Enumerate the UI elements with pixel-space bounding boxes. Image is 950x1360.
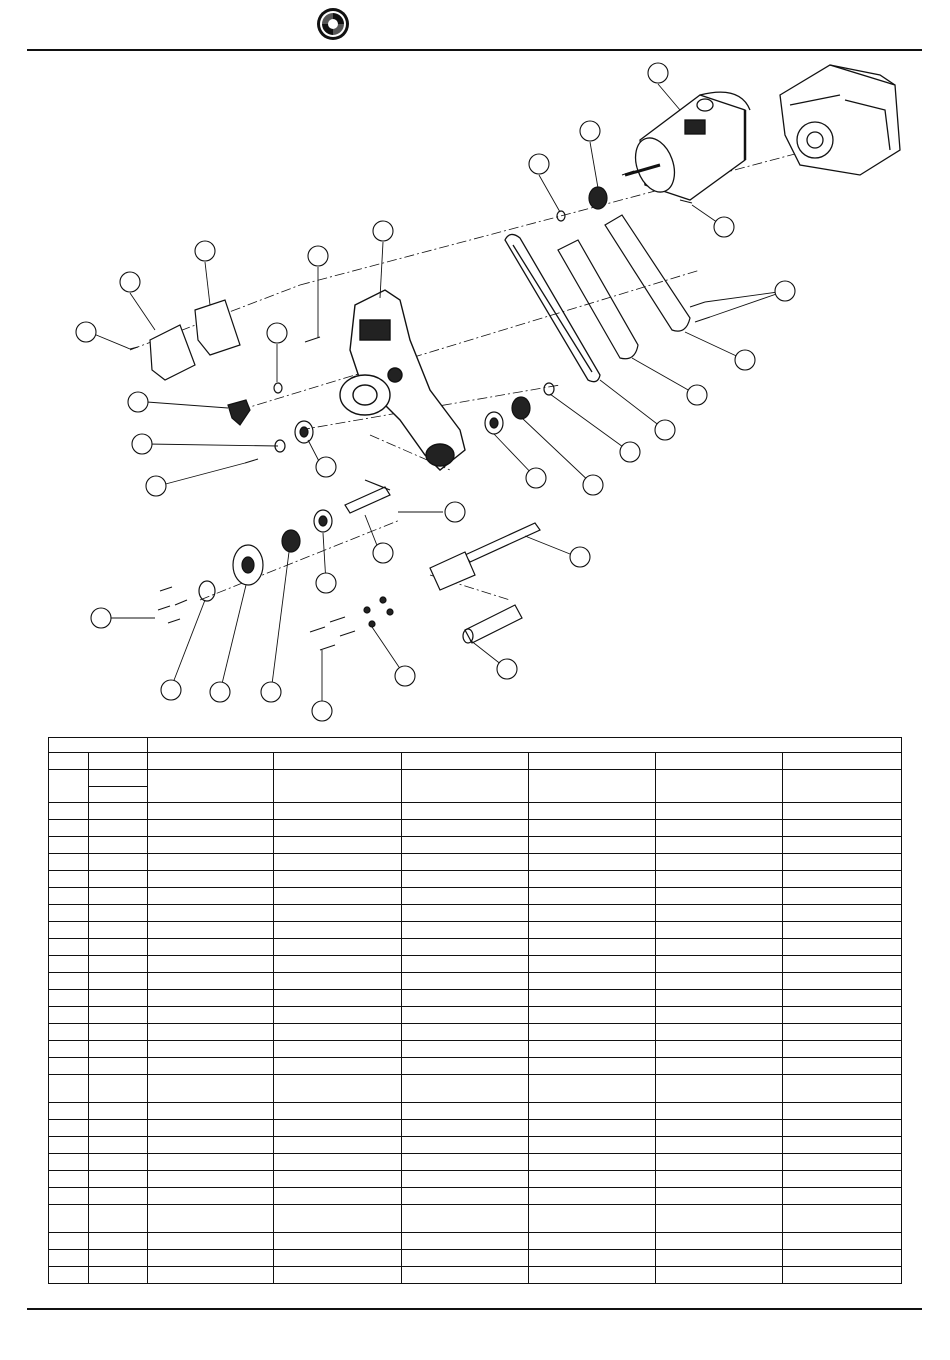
table-cell: [89, 837, 148, 854]
table-cell: [148, 888, 274, 905]
table-cell: [49, 905, 89, 922]
table-cell: [402, 1024, 529, 1041]
motor: [625, 92, 750, 200]
table-row: [49, 770, 902, 787]
table-cell: [148, 1154, 274, 1171]
nuts: [364, 597, 393, 627]
table-row: [49, 1058, 902, 1075]
table-cell: [529, 905, 656, 922]
table-cell: [529, 1103, 656, 1120]
table-cell: [783, 1103, 902, 1120]
table-cell: [529, 770, 656, 803]
table-cell: [783, 837, 902, 854]
cover-plate-right: [195, 300, 240, 355]
table-cell: [148, 1171, 274, 1188]
table-cell: [274, 1137, 402, 1154]
table-cell: [148, 1137, 274, 1154]
table-cell: [529, 888, 656, 905]
table-cell: [89, 1154, 148, 1171]
table-cell: [656, 1103, 783, 1120]
table-cell: [49, 770, 89, 803]
table-cell: [529, 1041, 656, 1058]
table-cell: [529, 1007, 656, 1024]
table-cell: [783, 1024, 902, 1041]
table-cell: [89, 1058, 148, 1075]
spiral-logo-icon: [316, 7, 350, 41]
table-cell: [656, 1075, 783, 1103]
table-cell: [783, 1137, 902, 1154]
table-cell: [783, 1120, 902, 1137]
table-cell: [656, 1154, 783, 1171]
table-cell: [49, 871, 89, 888]
table-cell: [274, 854, 402, 871]
table-row: [49, 1075, 902, 1103]
table-cell: [402, 956, 529, 973]
table-row: [49, 1007, 902, 1024]
table-cell: [49, 939, 89, 956]
table-cell: [402, 990, 529, 1007]
table-cell: [402, 1041, 529, 1058]
table-cell: [274, 1103, 402, 1120]
table-cell: [402, 1188, 529, 1205]
table-cell: [148, 1103, 274, 1120]
table-cell: [49, 990, 89, 1007]
table-cell: [89, 820, 148, 837]
footer-rule: [27, 1308, 922, 1310]
table-cell: [656, 922, 783, 939]
table-cell: [274, 956, 402, 973]
table-cell: [49, 1171, 89, 1188]
table-cell: [529, 837, 656, 854]
exploded-parts-diagram: [0, 52, 950, 732]
table-cell: [656, 1120, 783, 1137]
table-cell: [49, 1120, 89, 1137]
belt: [505, 234, 600, 381]
table-cell: [148, 1120, 274, 1137]
table-cell: [274, 871, 402, 888]
table-cell: [89, 990, 148, 1007]
table-cell: [49, 803, 89, 820]
table-cell: [529, 1233, 656, 1250]
table-row: [49, 1103, 902, 1120]
table-cell: [656, 1250, 783, 1267]
table-cell: [402, 1075, 529, 1103]
table-row: [49, 922, 902, 939]
table-cell: [49, 1154, 89, 1171]
table-cell: [402, 837, 529, 854]
table-cell: [402, 803, 529, 820]
table-cell: [656, 770, 783, 803]
table-cell: [148, 820, 274, 837]
table-cell: [656, 753, 783, 770]
table-cell: [656, 1024, 783, 1041]
table-cell: [783, 770, 902, 803]
gearbox: [780, 65, 900, 175]
table-cell: [402, 1267, 529, 1284]
table-cell: [783, 1154, 902, 1171]
table-cell: [49, 1024, 89, 1041]
table-cell: [529, 1075, 656, 1103]
table-cell: [148, 1205, 274, 1233]
table-cell: [49, 922, 89, 939]
table-cell: [529, 1154, 656, 1171]
pulley-housing: [340, 290, 465, 470]
table-cell: [89, 753, 148, 770]
table-row: [49, 1154, 902, 1171]
table-cell: [49, 1188, 89, 1205]
table-cell: [783, 1250, 902, 1267]
table-row: [49, 854, 902, 871]
table-cell: [274, 1171, 402, 1188]
table-cell: [274, 1041, 402, 1058]
table-cell: [49, 1103, 89, 1120]
table-cell: [274, 939, 402, 956]
shaft: [345, 480, 390, 513]
table-cell: [49, 1058, 89, 1075]
table-cell: [89, 1267, 148, 1284]
table-cell: [274, 1188, 402, 1205]
table-cell: [148, 956, 274, 973]
table-cell: [49, 753, 89, 770]
table-cell: [402, 1103, 529, 1120]
table-cell: [148, 939, 274, 956]
table-cell: [274, 922, 402, 939]
table-cell: [274, 753, 402, 770]
table-cell: [656, 803, 783, 820]
table-cell: [402, 1120, 529, 1137]
table-cell: [402, 1137, 529, 1154]
table-cell: [783, 1171, 902, 1188]
table-row: [49, 990, 902, 1007]
table-cell: [49, 1205, 89, 1233]
table-row: [49, 973, 902, 990]
table-cell: [529, 854, 656, 871]
table-cell: [783, 939, 902, 956]
table-cell: [274, 973, 402, 990]
table-cell: [529, 939, 656, 956]
table-cell: [402, 854, 529, 871]
table-cell: [49, 973, 89, 990]
table-cell: [783, 871, 902, 888]
table-cell: [656, 1205, 783, 1233]
table-row: [49, 1267, 902, 1284]
table-cell: [89, 922, 148, 939]
table-cell: [274, 1154, 402, 1171]
table-cell: [783, 956, 902, 973]
table-cell: [148, 738, 902, 753]
table-cell: [656, 854, 783, 871]
table-row: [49, 1024, 902, 1041]
table-cell: [656, 956, 783, 973]
table-cell: [274, 1267, 402, 1284]
table-cell: [402, 753, 529, 770]
table-row: [49, 738, 902, 753]
table-cell: [529, 1205, 656, 1233]
table-cell: [656, 1041, 783, 1058]
table-cell: [148, 1188, 274, 1205]
table-cell: [783, 854, 902, 871]
table-cell: [49, 738, 148, 753]
table-cell: [274, 1250, 402, 1267]
table-cell: [274, 1120, 402, 1137]
table-cell: [274, 888, 402, 905]
table-cell: [89, 1250, 148, 1267]
table-cell: [274, 1058, 402, 1075]
centre-lines: [130, 150, 810, 600]
table-cell: [529, 1171, 656, 1188]
table-cell: [656, 1171, 783, 1188]
table-cell: [148, 1233, 274, 1250]
table-cell: [783, 1205, 902, 1233]
belt-guard-right: [605, 215, 690, 331]
table-cell: [402, 770, 529, 803]
table-cell: [529, 1250, 656, 1267]
table-cell: [148, 854, 274, 871]
table-cell: [274, 770, 402, 803]
table-cell: [783, 1075, 902, 1103]
table-cell: [274, 837, 402, 854]
handle-rod: [430, 523, 540, 590]
table-cell: [274, 1024, 402, 1041]
table-row: [49, 1171, 902, 1188]
table-cell: [89, 888, 148, 905]
table-cell: [89, 787, 148, 803]
table-cell: [656, 1188, 783, 1205]
table-cell: [274, 905, 402, 922]
table-row: [49, 1188, 902, 1205]
table-cell: [783, 922, 902, 939]
table-cell: [783, 1041, 902, 1058]
table-cell: [148, 753, 274, 770]
table-cell: [529, 922, 656, 939]
table-row: [49, 888, 902, 905]
table-cell: [783, 973, 902, 990]
table-cell: [89, 1007, 148, 1024]
table-cell: [656, 1007, 783, 1024]
table-cell: [529, 1188, 656, 1205]
table-cell: [148, 905, 274, 922]
table-cell: [529, 1137, 656, 1154]
table-cell: [89, 1075, 148, 1103]
table-cell: [148, 922, 274, 939]
table-row: [49, 956, 902, 973]
table-cell: [89, 1103, 148, 1120]
table-cell: [402, 888, 529, 905]
table-cell: [402, 922, 529, 939]
table-cell: [89, 1233, 148, 1250]
table-cell: [402, 871, 529, 888]
table-cell: [402, 905, 529, 922]
table-cell: [783, 1007, 902, 1024]
table-cell: [148, 1250, 274, 1267]
table-cell: [402, 1007, 529, 1024]
table-cell: [529, 1120, 656, 1137]
table-cell: [783, 753, 902, 770]
table-cell: [49, 1267, 89, 1284]
cover-plate-left: [150, 325, 195, 380]
table-cell: [148, 837, 274, 854]
table-cell: [656, 990, 783, 1007]
table-cell: [402, 1250, 529, 1267]
wing-knob: [228, 400, 250, 425]
table-cell: [529, 956, 656, 973]
table-cell: [89, 1137, 148, 1154]
table-cell: [89, 956, 148, 973]
table-cell: [274, 990, 402, 1007]
table-cell: [529, 973, 656, 990]
table-cell: [89, 1188, 148, 1205]
table-cell: [274, 803, 402, 820]
table-row: [49, 905, 902, 922]
table-cell: [89, 803, 148, 820]
table-cell: [274, 1233, 402, 1250]
table-cell: [656, 1137, 783, 1154]
table-cell: [783, 1267, 902, 1284]
table-cell: [89, 1171, 148, 1188]
table-cell: [49, 1075, 89, 1103]
table-cell: [148, 1058, 274, 1075]
table-row: [49, 1137, 902, 1154]
table-cell: [402, 1154, 529, 1171]
table-cell: [148, 1024, 274, 1041]
table-cell: [656, 939, 783, 956]
table-cell: [89, 871, 148, 888]
table-cell: [783, 1233, 902, 1250]
table-cell: [783, 820, 902, 837]
table-cell: [148, 973, 274, 990]
table-cell: [529, 1024, 656, 1041]
table-row: [49, 753, 902, 770]
table-row: [49, 837, 902, 854]
table-row: [49, 1233, 902, 1250]
table-cell: [89, 973, 148, 990]
table-cell: [49, 1007, 89, 1024]
table-cell: [89, 1205, 148, 1233]
table-cell: [49, 837, 89, 854]
table-cell: [783, 905, 902, 922]
header-rule: [27, 49, 922, 51]
table-cell: [89, 1024, 148, 1041]
table-cell: [49, 820, 89, 837]
table-cell: [402, 973, 529, 990]
table-cell: [148, 1267, 274, 1284]
table-cell: [529, 820, 656, 837]
table-cell: [148, 871, 274, 888]
table-row: [49, 1041, 902, 1058]
table-cell: [656, 905, 783, 922]
parts-table: [48, 737, 902, 1284]
table-cell: [656, 1233, 783, 1250]
table-row: [49, 803, 902, 820]
table-cell: [89, 1041, 148, 1058]
table-cell: [49, 956, 89, 973]
table-cell: [49, 1137, 89, 1154]
table-cell: [529, 871, 656, 888]
table-cell: [402, 939, 529, 956]
table-cell: [148, 770, 274, 803]
table-cell: [148, 1075, 274, 1103]
table-cell: [402, 1171, 529, 1188]
table-row: [49, 1205, 902, 1233]
table-cell: [783, 1188, 902, 1205]
table-cell: [529, 1058, 656, 1075]
table-cell: [274, 1205, 402, 1233]
flange: [233, 545, 263, 585]
table-cell: [529, 990, 656, 1007]
table-cell: [89, 854, 148, 871]
table-cell: [49, 888, 89, 905]
table-cell: [148, 803, 274, 820]
table-cell: [656, 888, 783, 905]
table-cell: [274, 1075, 402, 1103]
table-row: [49, 1250, 902, 1267]
table-cell: [656, 820, 783, 837]
table-cell: [783, 990, 902, 1007]
table-cell: [274, 1007, 402, 1024]
table-cell: [402, 1058, 529, 1075]
table-cell: [89, 1120, 148, 1137]
table-row: [49, 1120, 902, 1137]
table-cell: [529, 753, 656, 770]
table-cell: [89, 770, 148, 787]
table-cell: [529, 803, 656, 820]
table-cell: [656, 837, 783, 854]
table-cell: [89, 905, 148, 922]
table-cell: [656, 1267, 783, 1284]
table-cell: [529, 1267, 656, 1284]
table-cell: [783, 803, 902, 820]
table-cell: [49, 1041, 89, 1058]
grip: [463, 605, 522, 643]
table-cell: [89, 939, 148, 956]
table-cell: [402, 1205, 529, 1233]
table-cell: [49, 1250, 89, 1267]
table-cell: [656, 1058, 783, 1075]
table-cell: [274, 820, 402, 837]
table-cell: [49, 1233, 89, 1250]
table-cell: [402, 820, 529, 837]
table-cell: [783, 888, 902, 905]
table-cell: [148, 1007, 274, 1024]
table-row: [49, 871, 902, 888]
table-cell: [783, 1058, 902, 1075]
table-row: [49, 939, 902, 956]
table-cell: [148, 990, 274, 1007]
table-row: [49, 820, 902, 837]
table-cell: [656, 973, 783, 990]
table-cell: [656, 871, 783, 888]
table-cell: [49, 854, 89, 871]
table-cell: [148, 1041, 274, 1058]
table-cell: [402, 1233, 529, 1250]
